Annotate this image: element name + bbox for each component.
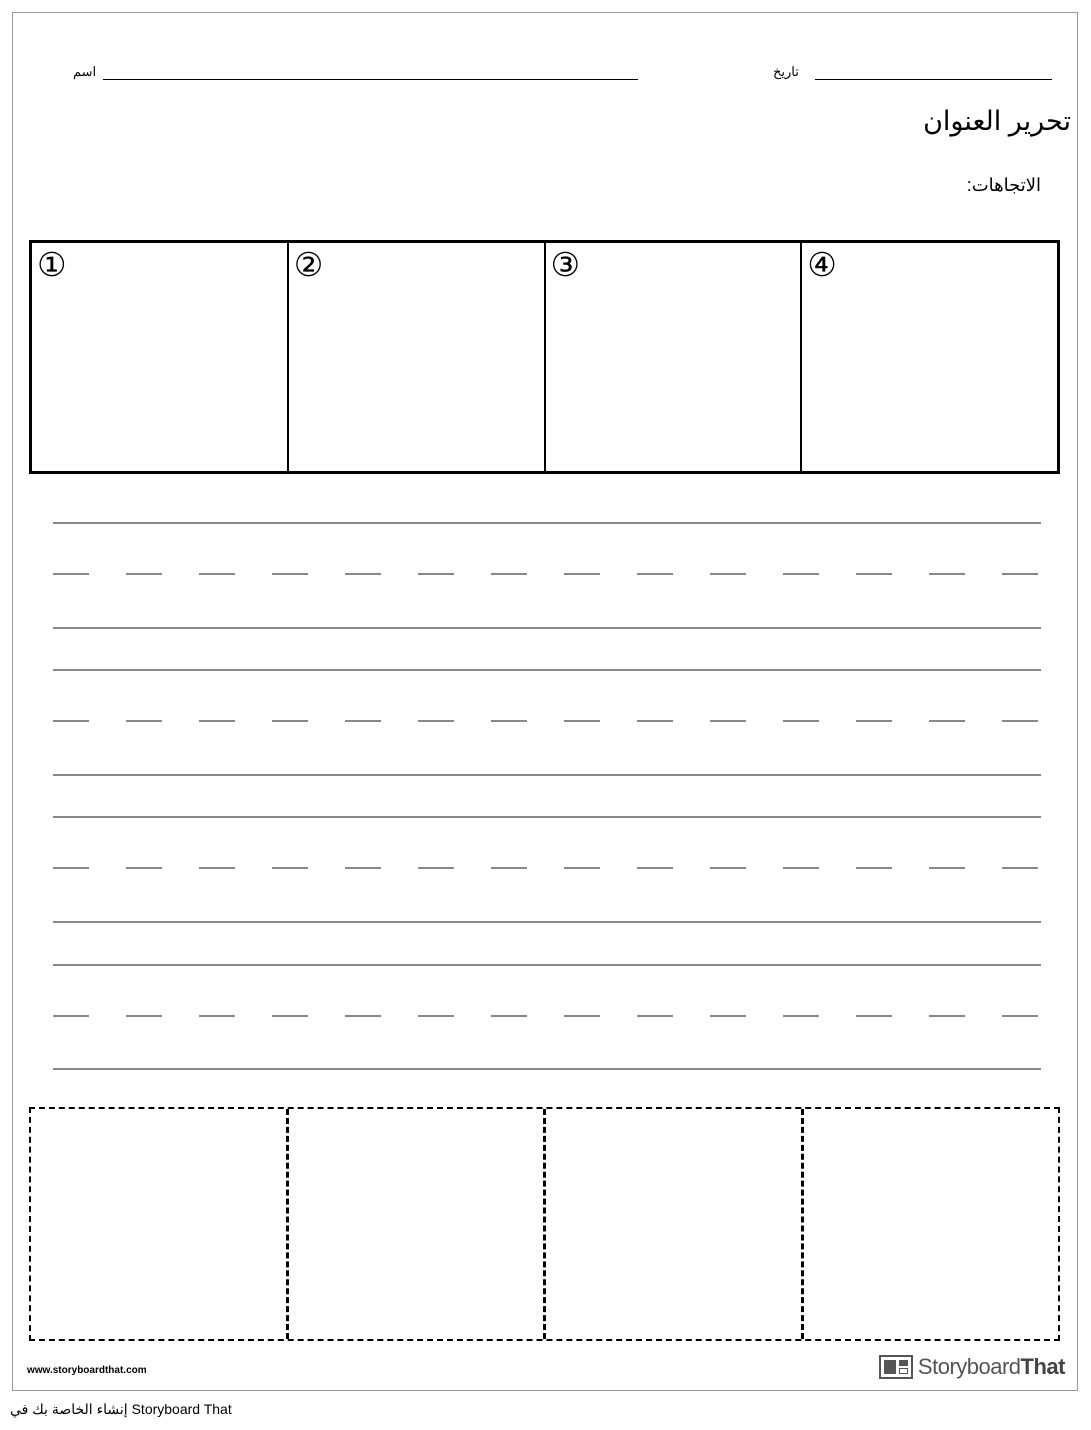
logo-text-light: Storyboard xyxy=(917,1354,1021,1379)
cutout-box-4[interactable] xyxy=(804,1109,1059,1339)
panel-number-3: ③ xyxy=(550,245,581,284)
storyboard-panels xyxy=(29,240,1060,474)
cutout-box-1[interactable] xyxy=(31,1109,289,1339)
writing-mid-dashed-line xyxy=(53,1015,1041,1017)
footer-url[interactable]: www.storyboardthat.com xyxy=(27,1365,147,1376)
name-label: اسم xyxy=(73,64,97,79)
page-title: تحرير العنوان xyxy=(923,106,1071,136)
writing-top-line xyxy=(53,816,1041,818)
writing-base-line xyxy=(53,1068,1041,1070)
panel-4[interactable] xyxy=(802,243,1057,471)
panel-1[interactable] xyxy=(32,243,289,471)
writing-mid-dashed-line xyxy=(53,573,1041,575)
writing-mid-dashed-line xyxy=(53,720,1041,722)
writing-top-line xyxy=(53,669,1041,671)
logo-text-bold: That xyxy=(1020,1354,1065,1379)
storyboardthat-logo xyxy=(879,1353,1065,1381)
writing-base-line xyxy=(53,627,1041,629)
writing-mid-dashed-line xyxy=(53,867,1041,869)
date-label: تاريخ xyxy=(773,64,799,79)
panel-number-4: ④ xyxy=(807,245,837,284)
storyboard-icon xyxy=(879,1355,913,1379)
writing-base-line xyxy=(53,774,1041,776)
name-field-line[interactable] xyxy=(103,79,638,80)
panel-3[interactable] xyxy=(546,243,803,471)
worksheet-page xyxy=(12,12,1078,1391)
creation-credit[interactable]: إنشاء الخاصة بك في Storyboard That xyxy=(10,1401,232,1417)
panel-number-2: ② xyxy=(293,245,324,284)
writing-base-line xyxy=(53,921,1041,923)
directions-label: الاتجاهات: xyxy=(966,175,1041,195)
writing-top-line xyxy=(53,522,1041,524)
panel-2[interactable] xyxy=(289,243,546,471)
logo-text xyxy=(918,1354,1065,1380)
date-field-line[interactable] xyxy=(815,79,1052,80)
panel-number-1: ① xyxy=(37,245,67,284)
cutout-box-3[interactable] xyxy=(546,1109,804,1339)
cutout-boxes xyxy=(29,1107,1060,1341)
writing-top-line xyxy=(53,964,1041,966)
cutout-box-2[interactable] xyxy=(289,1109,547,1339)
